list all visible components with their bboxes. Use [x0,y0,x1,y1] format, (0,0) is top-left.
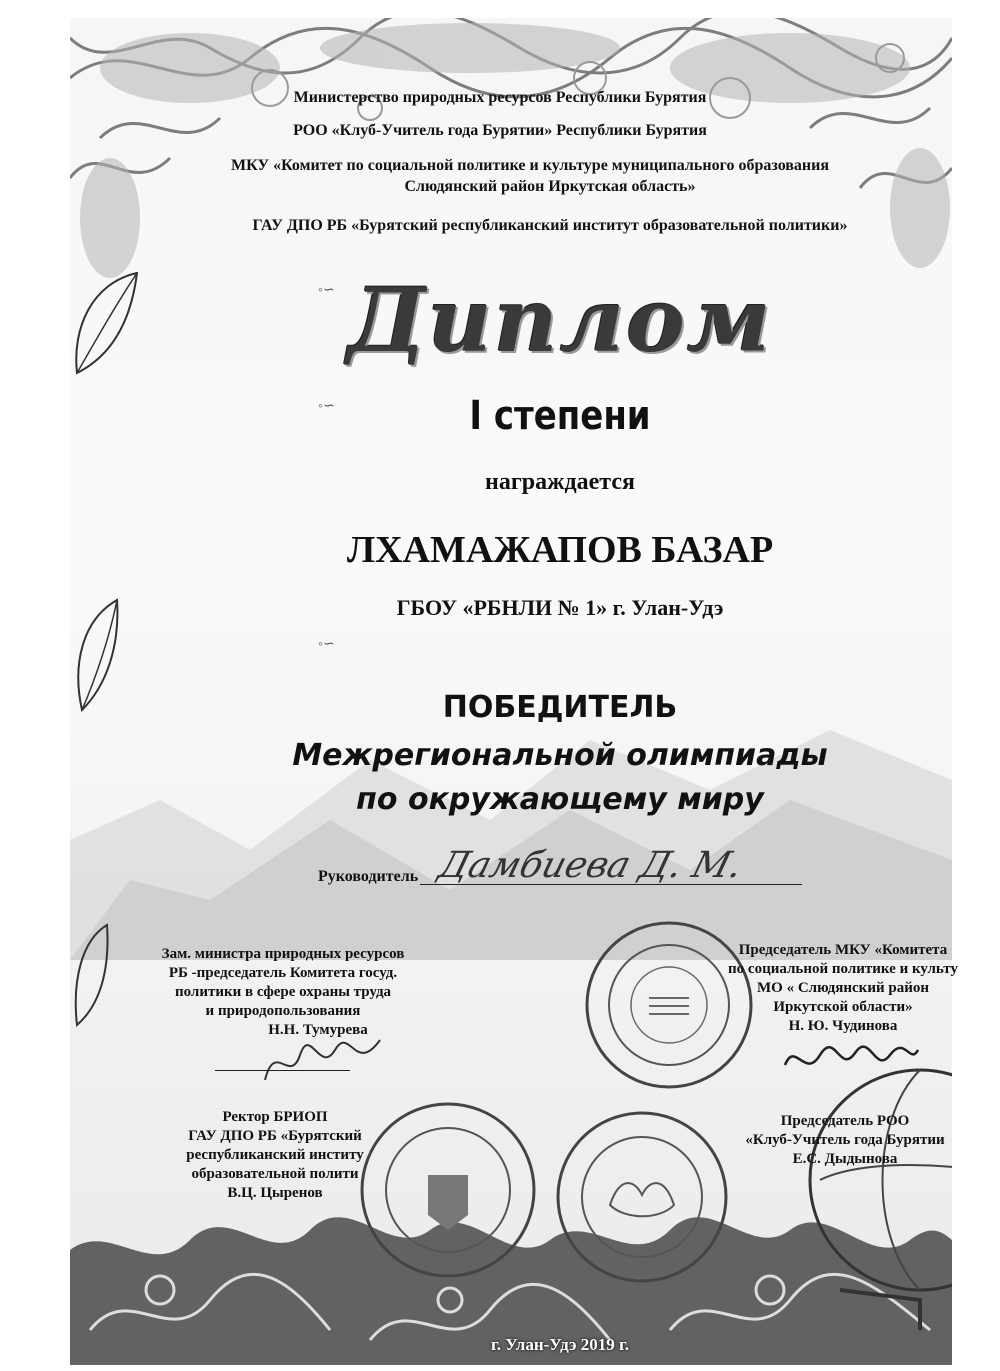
signatory-left-top [138,945,428,1040]
diploma-degree: I степени [469,393,651,439]
seal-stamp-3 [555,1110,730,1285]
supervisor-label: Руководитель [318,868,419,885]
signatory-left-bottom-name: В.Ц. Цыренов [227,1185,323,1201]
signatory-left-top-line-3: политики в сфере охраны труда [174,984,392,1000]
header-line-1: Министерство природных ресурсов Республики Бурятия [293,89,707,106]
signatory-right-bottom-line-2: «Клуб-Учитель года Бурятии [745,1132,945,1148]
signatory-left-bottom-line-2: ГАУ ДПО РБ «Бурятский [188,1128,362,1144]
signature-tumureva [255,1030,385,1090]
recipient-name: ЛХАМАЖАПОВ БАЗАР [346,529,774,571]
supervisor-line [420,884,802,885]
signatory-right-bottom-line-1: Председатель РОО [780,1113,910,1129]
ornament-bullet: ◦∽ [318,399,335,414]
supervisor-handwritten-name: Дамбиева Д. М. [434,845,747,886]
ornament-bullet: ◦∽ [318,283,335,298]
ornament-bullet: ◦∽ [318,637,335,652]
header-line-3: МКУ «Комитет по социальной политике и культуре муниципального образования [230,157,830,174]
olympiad-line-1: Межрегиональной олимпиады [292,738,828,773]
signatory-right-bottom [735,1112,955,1169]
signatory-right-top-line-3: МО « Слюдянский район [757,980,929,996]
signatory-left-top-line-2: РБ -председатель Комитета госуд. [168,965,398,981]
globe-icon [800,1060,952,1330]
signatory-right-top-line-2: по социальной политике и культу [728,961,958,977]
signatory-left-top-line-1: Зам. министра природных ресурсов [161,946,405,962]
header-line-4: Слюдянский район Иркутская область» [404,178,696,195]
signatory-right-top [728,941,958,1036]
header-line-5: ГАУ ДПО РБ «Бурятский республиканский институт образовательной политики» [252,217,848,234]
signatory-right-bottom-name: Е.С. Дыдынова [792,1151,898,1167]
signature-line [215,1070,350,1071]
seal-stamp-2 [358,1100,538,1280]
signature-chudinova [780,1035,920,1090]
signatory-right-top-line-1: Председатель МКУ «Комитета [738,942,948,958]
awarded-text: награждается [485,469,635,495]
winner-title: ПОБЕДИТЕЛЬ [442,690,678,725]
olympiad-line-2: по окружающему миру [356,782,764,817]
footer-place-year: г. Улан-Удэ 2019 г. [490,1335,630,1354]
recipient-school: ГБОУ «РБНЛИ № 1» г. Улан-Удэ [396,595,724,620]
signatory-left-top-line-4: и природопользования [205,1003,361,1019]
signatory-right-top-name: Н. Ю. Чудинова [788,1018,898,1034]
signatory-right-top-line-4: Иркутской области» [773,999,913,1015]
signatory-left-bottom-line-4: образовательной полити [191,1166,359,1182]
signatory-left-bottom [165,1108,385,1203]
leaf-icon [72,920,112,1030]
signatory-left-bottom-line-1: Ректор БРИОП [222,1109,328,1125]
signatory-left-top-name: Н.Н. Тумурева [268,1022,368,1038]
header-line-2: РОО «Клуб-Учитель года Бурятии» Республики Бурятия [293,122,707,139]
signatory-left-bottom-line-3: республиканский институ [186,1147,364,1163]
diploma-title: Диплом [347,268,773,372]
